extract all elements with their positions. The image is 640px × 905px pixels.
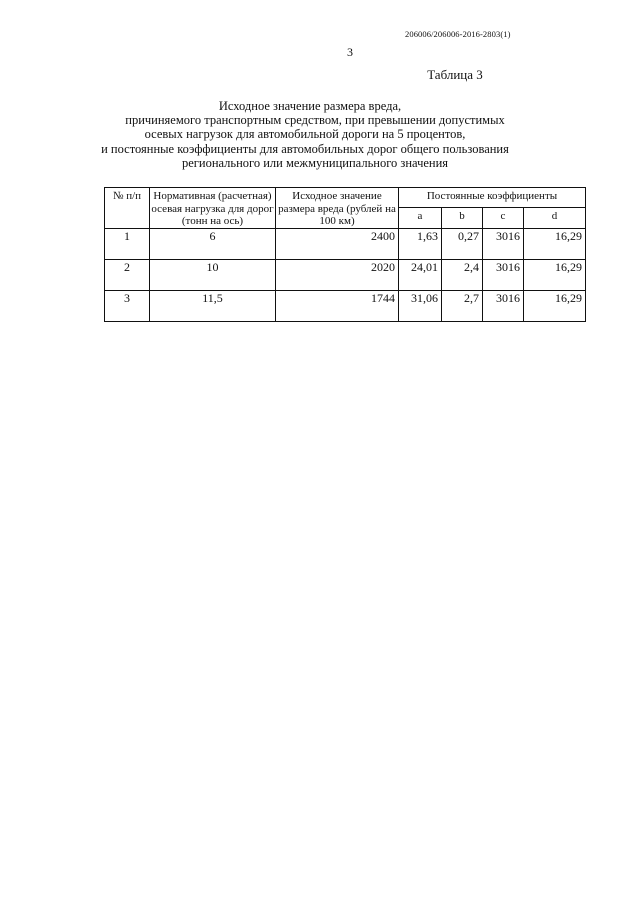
header-axle-load: Нормативная (расчетная) осевая нагрузка для дорог (тонн на ось): [150, 188, 276, 229]
cell-number: 1: [105, 228, 150, 259]
title-line-1: Исходное значение размера вреда,: [218, 99, 402, 113]
cell-number: 3: [105, 290, 150, 321]
header-coef-d: d: [524, 208, 586, 228]
table-row: [105, 228, 586, 259]
header-base-damage: Исходное значение размера вреда (рублей на 100 км): [276, 188, 399, 229]
cell-axle-load: 6: [150, 228, 276, 259]
table-label: Таблица 3: [427, 67, 483, 82]
header-coef-b: b: [442, 208, 483, 228]
page-number: 3: [347, 45, 353, 59]
table-title: [90, 99, 520, 170]
header-coefficients-group: Постоянные коэффициенты: [399, 188, 586, 208]
title-line-2: причиняемого транспортным средством, при превышении допустимых: [125, 113, 505, 128]
cell-coef-c: 3016: [483, 228, 524, 259]
title-line-3: осевых нагрузок для автомобильной дороги на 5 процентов,: [144, 127, 466, 142]
header-coef-a: a: [399, 208, 442, 228]
coefficients-table: [104, 187, 586, 322]
document-id: 206006/206006-2016-2803(1): [405, 29, 511, 39]
cell-base-damage: 2400: [276, 228, 399, 259]
cell-coef-c: 3016: [483, 259, 524, 290]
title-line-4: и постоянные коэффициенты для автомобильных дорог общего пользования: [101, 141, 509, 156]
cell-coef-b: 2,7: [442, 290, 483, 321]
cell-coef-c: 3016: [483, 290, 524, 321]
header-coef-c: c: [483, 208, 524, 228]
cell-number: 2: [105, 259, 150, 290]
cell-coef-d: 16,29: [524, 228, 586, 259]
cell-axle-load: 11,5: [150, 290, 276, 321]
cell-coef-a: 1,63: [399, 228, 442, 259]
header-number: № п/п: [105, 188, 150, 229]
cell-coef-d: 16,29: [524, 259, 586, 290]
cell-coef-a: 24,01: [399, 259, 442, 290]
cell-coef-a: 31,06: [399, 290, 442, 321]
cell-coef-b: 0,27: [442, 228, 483, 259]
table-row: [105, 259, 586, 290]
title-line-5: регионального или межмуниципального значения: [181, 155, 449, 170]
cell-axle-load: 10: [150, 259, 276, 290]
cell-base-damage: 1744: [276, 290, 399, 321]
table-row: [105, 290, 586, 321]
cell-coef-d: 16,29: [524, 290, 586, 321]
cell-coef-b: 2,4: [442, 259, 483, 290]
cell-base-damage: 2020: [276, 259, 399, 290]
